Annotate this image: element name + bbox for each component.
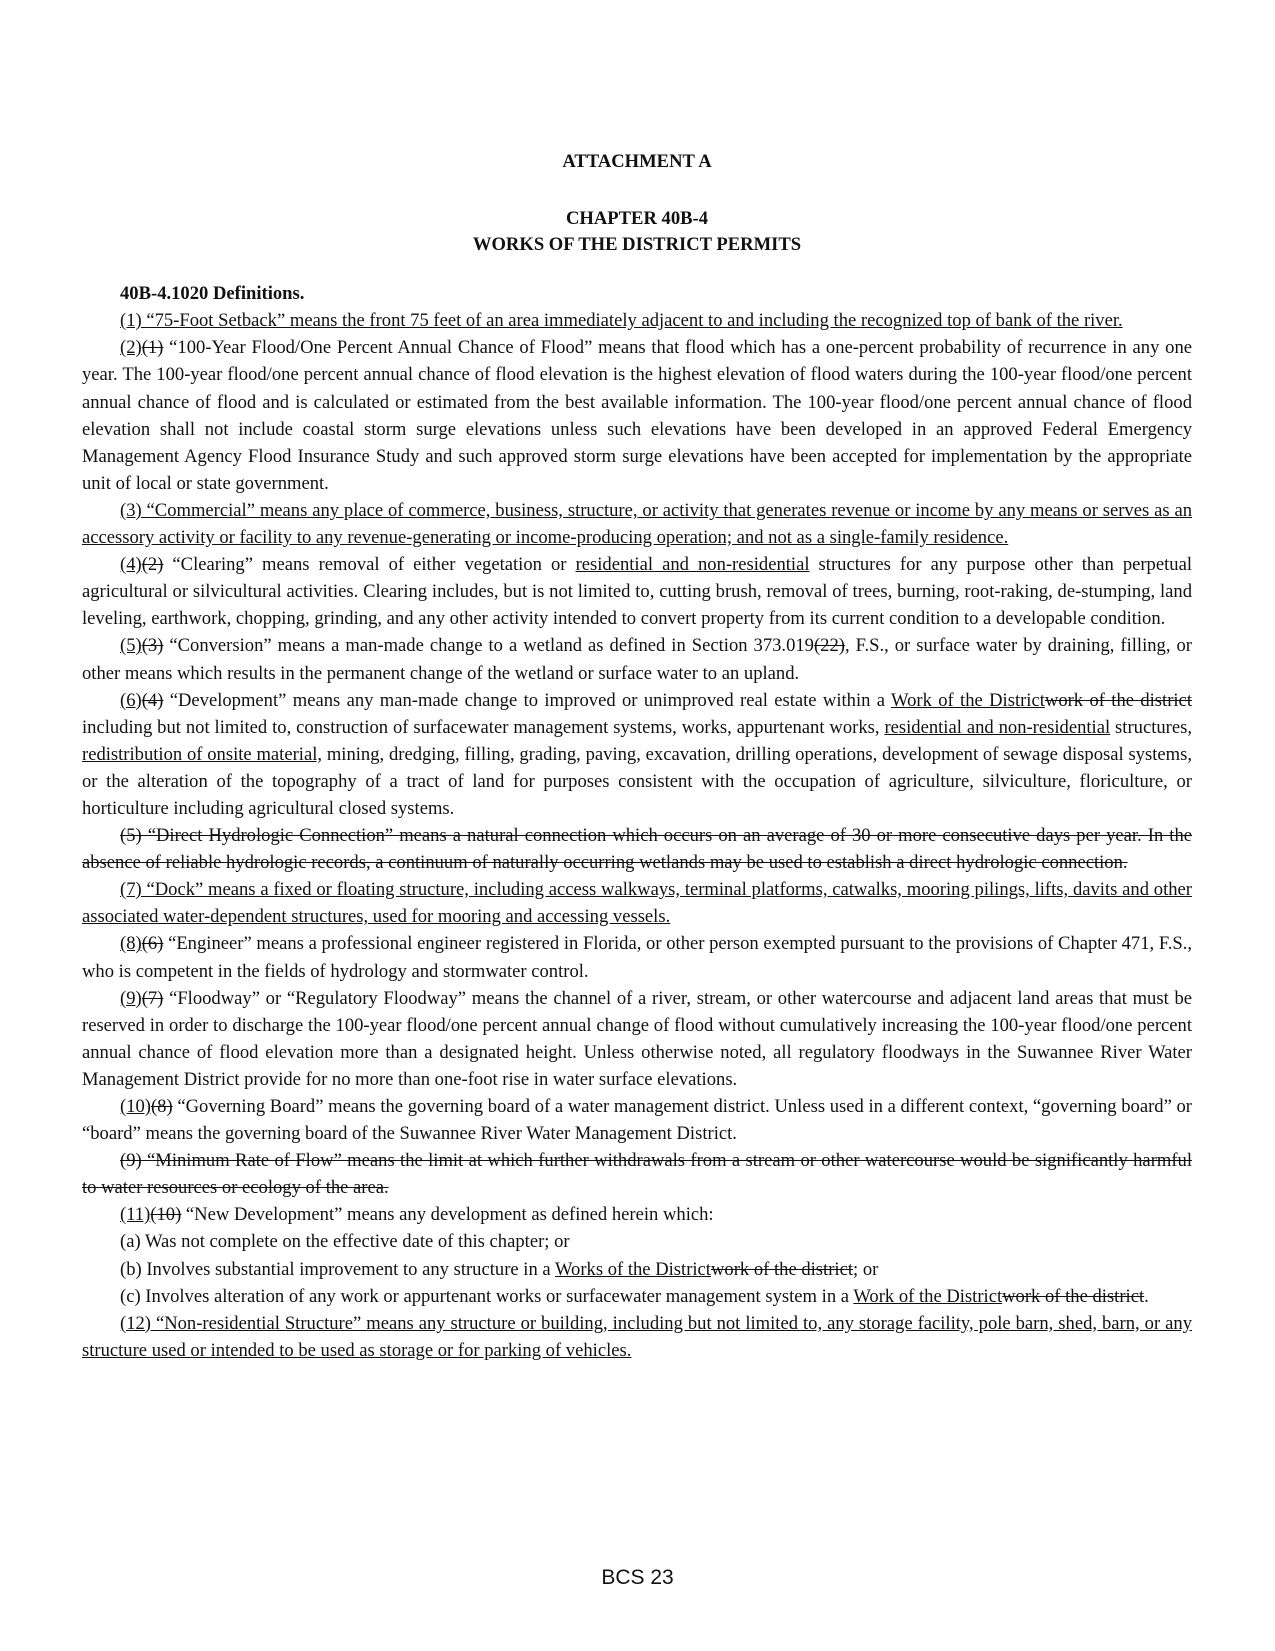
deleted-text: work of the district — [1044, 689, 1192, 711]
definition-text: “Floodway” or “Regulatory Floodway” means the channel of a river, stream, or other watercourse and adjacent land areas that must be reserved in order to discharge the 100-year flood/one percent annual change of flood without cumulatively increasing the 100-year flood/one percent annual chance of flood elevation more than a designated height. Unless otherwise noted, all regulatory floodways in the Suwannee River Water Management District provide for no more than one-foot rise in water surface elevations. — [82, 987, 1192, 1090]
definition-text: structures for any purpose other than perpetual agricultural or silvicultural activities. Clearing includes, but is not limited to, cutting brush, removal of trees, burning, root-raking, de-stumping, land leveling, earthwork, chopping, grinding, and any other activity intended to convert property from its current condition to a developable condition. — [82, 554, 1192, 630]
inserted-number: (9) — [120, 987, 142, 1009]
deleted-number: (2) — [141, 554, 164, 576]
definition-text: mining, dredging, filling, grading, paving, excavation, drilling operations, development of sewage disposal systems, or the alteration of the topography of a tract of land for purposes consistent with the occupation of agriculture, silviculture, floriculture, or horticulture including agricultural closed systems. — [82, 743, 1192, 819]
inserted-number: (4) — [120, 554, 142, 576]
item-text: (a) Was not complete on the effective date of this chapter; or — [120, 1231, 570, 1253]
chapter-title: WORKS OF THE DISTRICT PERMITS — [472, 234, 802, 256]
definition-text: “New Development” means any development as defined herein which: — [181, 1204, 714, 1226]
definition-commercial — [82, 497, 1192, 551]
deleted-text: work of the district — [710, 1258, 853, 1280]
definition-conversion — [82, 632, 1192, 686]
definition-text: “Conversion” means a man-made change to a wetland as defined in Section 373.019 — [163, 635, 814, 657]
inserted-number: (8) — [120, 933, 142, 955]
definition-minimum-rate-of-flow-deleted — [82, 1147, 1192, 1201]
new-development-item-c — [82, 1283, 1192, 1310]
definition-text: structures, — [1110, 716, 1192, 738]
page-footer-label: BCS 23 — [601, 1566, 674, 1589]
new-development-item-b — [82, 1256, 1192, 1283]
definition-text: , F.S., or surface water by draining, filling, or other means which results in the permanent change of the wetland or surface water to an upland. — [82, 635, 1192, 684]
definition-75-foot-setback — [82, 307, 1192, 334]
inserted-text: (12) “Non-residential Structure” means any structure or building, including but not limited to, any storage facility, pole barn, shed, barn, or any structure used or intended to be used as storage or for parking of vehicles. — [82, 1312, 1192, 1361]
definition-text: “Clearing” means removal of either vegetation or — [163, 554, 576, 576]
inserted-text: (1) “75-Foot Setback” means the front 75 feet of an area immediately adjacent to and including the recognized top of bank of the river. — [120, 310, 1123, 332]
definition-development — [82, 687, 1192, 822]
inserted-text: residential and non-residential — [575, 554, 810, 576]
definition-text: “100-Year Flood/One Percent Annual Chance of Flood” means that flood which has a one-percent probability of recurrence in any one year. The 100-year flood/one percent annual chance of flood elevation is the highest elevation of flood waters during the 100-year flood/one percent annual chance of flood and is calculated or estimated from the best available information. The 100-year flood/one percent annual chance of flood elevation shall not include coastal storm surge elevations unless such elevations have been developed in an approved Federal Emergency Management Agency Flood Insurance Study and such approved storm surge elevations have been accepted for implementation by the appropriate unit of local or state government. — [82, 337, 1192, 494]
inserted-text: Work of the District — [853, 1285, 1003, 1307]
definition-100-year-flood — [82, 334, 1192, 497]
item-text: ; or — [853, 1258, 879, 1280]
deleted-number: (8) — [150, 1096, 173, 1117]
inserted-number: (2) — [120, 337, 142, 359]
definition-text: “Development” means any man-made change to improved or unimproved real estate within a — [163, 689, 892, 711]
deleted-number: (4) — [141, 689, 164, 711]
inserted-number: (11) — [120, 1204, 151, 1226]
definition-dock — [82, 876, 1192, 930]
inserted-text: Works of the District — [554, 1258, 711, 1280]
definition-text: “Governing Board” means the governing board of a water management district. Unless used in a different context, “governing board” or “board” means the governing board of the Suwannee River Water Management District. — [82, 1096, 1192, 1145]
item-text: (c) Involves alteration of any work or appurtenant works or surfacewater management system in a — [120, 1285, 854, 1307]
definition-direct-hydrologic-connection-deleted — [82, 822, 1192, 876]
definition-engineer — [82, 930, 1192, 984]
deleted-number: (3) — [141, 635, 164, 657]
deleted-number: (10) — [150, 1204, 182, 1226]
inserted-text: redistribution of onsite material, — [82, 743, 323, 765]
definition-clearing — [82, 551, 1192, 632]
definition-floodway — [82, 985, 1192, 1093]
inserted-text: residential and non-residential — [884, 716, 1111, 738]
deleted-text: (5) “Direct Hydrologic Connection” means a natural connection which occurs on an average of 30 or more consecutive days per year. In the absence of reliable hydrologic records, a continuum of naturally occurring wetlands may be used to establish a direct hydrologic connection. — [82, 825, 1192, 874]
new-development-item-a — [82, 1228, 1192, 1255]
inserted-text: (7) “Dock” means a fixed or floating structure, including access walkways, terminal platforms, catwalks, mooring pilings, lifts, davits and other associated water-dependent structures, used for mooring and accessing vessels. — [82, 879, 1192, 928]
inserted-number: (6) — [120, 689, 142, 711]
inserted-number: (10) — [120, 1096, 151, 1117]
deleted-text: work of the district — [1002, 1285, 1145, 1307]
deleted-number: (6) — [141, 933, 164, 955]
attachment-title: ATTACHMENT A — [562, 151, 712, 172]
definition-text: including but not limited to, construction of surfacewater management systems, works, appurtenant works, — [82, 716, 885, 738]
inserted-text: (3) “Commercial” means any place of commerce, business, structure, or activity that generates revenue or income by any means or serves as an accessory activity or facility to any revenue-generating or income-producing operation; and not as a single-family residence. — [82, 499, 1192, 549]
section-heading: 40B-4.1020 Definitions. — [120, 283, 305, 305]
item-text: (b) Involves substantial improvement to any structure in a — [120, 1258, 555, 1280]
deleted-text: (9) “Minimum Rate of Flow” means the limit at which further withdrawals from a stream or other watercourse would be significantly harmful to water resources or ecology of the area. — [82, 1150, 1192, 1199]
deleted-number: (7) — [141, 987, 164, 1009]
document-page — [82, 148, 1192, 1364]
deleted-text: (22) — [813, 635, 845, 657]
definition-non-residential-structure — [82, 1310, 1192, 1364]
inserted-text: Work of the District — [891, 689, 1045, 711]
chapter-number: CHAPTER 40B-4 — [565, 208, 709, 230]
definition-text: “Engineer” means a professional engineer registered in Florida, or other person exempted pursuant to the provisions of Chapter 471, F.S., who is competent in the fields of hydrology and stormwater control. — [82, 933, 1192, 982]
definition-governing-board — [82, 1093, 1192, 1147]
item-text: . — [1144, 1285, 1149, 1307]
inserted-number: (5) — [120, 635, 142, 657]
deleted-number: (1) — [141, 337, 164, 359]
definition-new-development — [82, 1201, 1192, 1228]
